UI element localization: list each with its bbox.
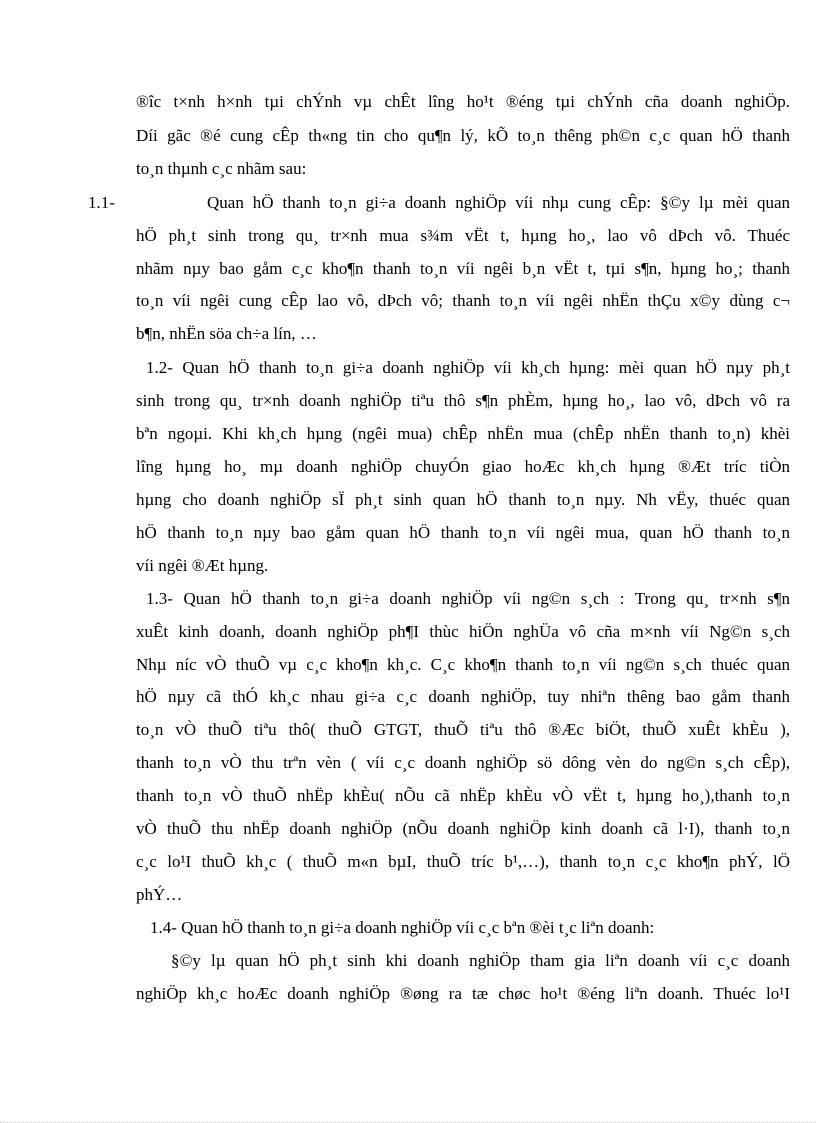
- text-line: hµng cho doanh nghiÖp sÏ ph¸t sinh quan hÖ thanh to¸n nµy. Nh vËy, thuéc quan: [136, 490, 790, 509]
- text-line: nghiÖp kh¸c hoÆc doanh nghiÖp ®øng ra tæ chøc ho¹t ®éng liªn doanh. Thuéc lo¹I: [136, 984, 790, 1003]
- text-line: §©y lµ quan hÖ ph¸t sinh khi doanh nghiÖp tham gia liªn doanh víi c¸c doanh: [171, 951, 790, 970]
- text-line: sinh trong qu¸ tr×nh doanh nghiÖp tiªu thô s¶n phÈm, hµng ho¸, lao vô, dÞch vô ra: [136, 391, 790, 410]
- text-line: Quan hÖ thanh to¸n gi÷a doanh nghiÖp víi nhµ cung cÊp: §©y lµ mèi quan: [207, 193, 790, 212]
- text-line: hÖ thanh to¸n nµy bao gåm quan hÖ thanh to¸n víi ngêi mua, quan hÖ thanh to¸n: [136, 523, 790, 542]
- text-line: Díi gãc ®é cung cÊp th«ng tin cho qu¶n lý, kÕ to¸n thêng ph©n c¸c quan hÖ thanh: [136, 126, 790, 145]
- text-line: to¸n vÒ thuÕ tiªu thô( thuÕ GTGT, thuÕ tiªu thô ®Æc biÖt, thuÕ xuÊt khÈu ),: [136, 720, 790, 739]
- text-line: nhãm nµy bao gåm c¸c kho¶n thanh to¸n víi ngêi b¸n vËt t, tµi s¶n, hµng ho¸; thanh: [136, 259, 790, 278]
- text-line: vÒ thuÕ thu nhËp doanh nghiÖp (nÕu doanh nghiÖp kinh doanh cã l·I), thanh to¸n: [136, 819, 790, 838]
- section-heading-1-3: 1.3- Quan hÖ thanh to¸n gi÷a doanh nghiÖp víi ng©n s¸ch : Trong qu¸ tr×nh s¶n: [146, 589, 790, 608]
- text-line: to¸n víi ngêi cung cÊp lao vô, dÞch vô; thanh to¸n víi ngêi nhËn thÇu x©y dùng c¬: [136, 291, 790, 310]
- text-line: bªn ngoµi. Khi kh¸ch hµng (ngêi mua) chÊp nhËn mua (chÊp nhËn thanh to¸n) khèi: [136, 424, 790, 443]
- text-line: b¶n, nhËn söa ch÷a lín, …: [136, 324, 317, 343]
- text-line: xuÊt kinh doanh, doanh nghiÖp ph¶I thùc hiÖn nghÜa vô cña m×nh víi Ng©n s¸ch: [136, 622, 790, 641]
- text-line: víi ngêi ®Æt hµng.: [136, 556, 269, 575]
- text-line: lîng hµng ho¸ mµ doanh nghiÖp chuyÓn giao hoÆc kh¸ch hµng ®Æt tríc tiÒn: [136, 457, 790, 476]
- section-number: 1.1-: [88, 193, 115, 212]
- text-line: ®îc t×nh h×nh tµi chÝnh vµ chÊt lîng ho¹t ®éng tµi chÝnh cña doanh nghiÖp.: [136, 92, 790, 111]
- text-line: c¸c lo¹I thuÕ kh¸c ( thuÕ m«n bµI, thuÕ tríc b¹,…), thanh to¸n c¸c kho¶n phÝ, lÖ: [136, 852, 790, 871]
- text-line: thanh to¸n vÒ thu trªn vèn ( víi c¸c doanh nghiÖp sö dông vèn do ng©n s¸ch cÊp),: [136, 753, 790, 772]
- text-line: Nhµ níc vÒ thuÕ vµ c¸c kho¶n kh¸c. C¸c kho¶n thanh to¸n víi ng©n s¸ch thuéc quan: [136, 655, 790, 674]
- text-line: phÝ…: [136, 885, 183, 904]
- text-line: thanh to¸n vÒ thuÕ nhËp khÈu( nÕu cã nhËp khÈu vÒ vËt t, hµng ho¸),thanh to¸n: [136, 786, 790, 805]
- section-heading-1-2: 1.2- Quan hÖ thanh to¸n gi÷a doanh nghiÖp víi kh¸ch hµng: mèi quan hÖ nµy ph¸t: [146, 358, 790, 377]
- section-heading-1-4: 1.4- Quan hÖ thanh to¸n gi÷a doanh nghiÖp víi c¸c bªn ®èi t¸c liªn doanh:: [150, 918, 655, 937]
- text-line: hÖ nµy cã thÓ kh¸c nhau gi÷a c¸c doanh nghiÖp, tuy nhiªn thêng bao gåm thanh: [136, 687, 790, 706]
- text-line: to¸n thµnh c¸c nhãm sau:: [136, 159, 307, 178]
- text-line: hÖ ph¸t sinh trong qu¸ tr×nh mua s¾m vËt t, hµng ho¸, lao vô dÞch vô. Thuéc: [136, 226, 790, 245]
